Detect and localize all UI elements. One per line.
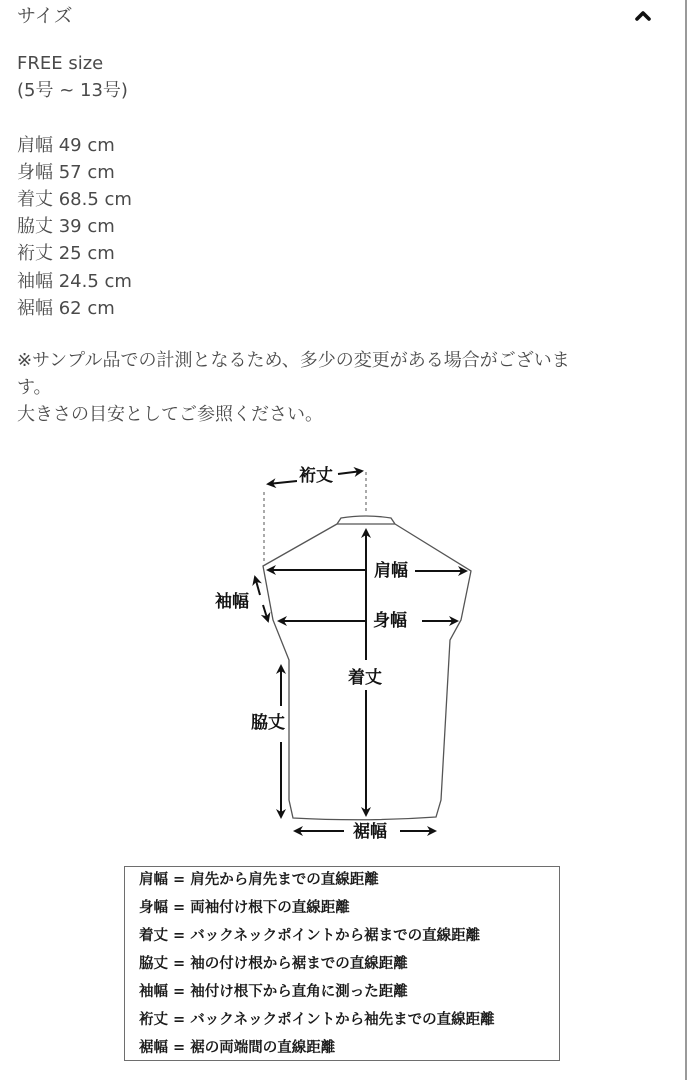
size-range: (5号 ~ 13号) xyxy=(17,80,128,102)
measurement-body-width: 身幅 57 cm xyxy=(17,161,115,183)
diagram-label-kitake: 着丈 xyxy=(348,668,382,688)
note-line-1: ※サンプル品での計測となるため、多少の変更がある場合がございま xyxy=(17,350,570,371)
size-section-header[interactable] xyxy=(0,0,685,34)
note-line-2: す。 xyxy=(17,377,52,399)
measurement-shoulder-width: 肩幅 49 cm xyxy=(17,134,115,156)
measurement-sleeve-width: 袖幅 24.5 cm xyxy=(17,270,132,292)
note-line-3: 大きさの目安としてご参照ください。 xyxy=(17,404,323,426)
diagram-label-katahaba: 肩幅 xyxy=(374,561,408,581)
diagram-label-sodehaba: 袖幅 xyxy=(215,592,249,612)
legend-row-katahaba: 肩幅 = 肩先から肩先までの直線距離 xyxy=(139,872,379,888)
diagram-label-wakitake: 脇丈 xyxy=(251,713,285,733)
measurement-length: 着丈 68.5 cm xyxy=(17,188,132,210)
size-details xyxy=(17,50,657,322)
diagram-label-yukitake: 裄丈 xyxy=(299,466,333,486)
legend-row-kitake: 着丈 = バックネックポイントから裾までの直線距離 xyxy=(139,928,481,944)
measurement-hem-width: 裾幅 62 cm xyxy=(17,297,115,319)
legend-row-wakitake: 脇丈 = 袖の付け根から裾までの直線距離 xyxy=(139,956,408,972)
legend-row-mihaba: 身幅 = 両袖付け根下の直線距離 xyxy=(139,900,350,916)
legend-row-sodehaba: 袖幅 = 袖付け根下から直角に測った距離 xyxy=(139,984,408,1000)
chevron-up-icon[interactable] xyxy=(634,8,652,22)
diagram-label-susohaba: 裾幅 xyxy=(353,822,387,842)
measurement-legend xyxy=(124,866,560,1061)
legend-row-susohaba: 裾幅 = 裾の両端間の直線距離 xyxy=(139,1040,336,1056)
measurement-sleeve-length: 裄丈 25 cm xyxy=(17,243,115,265)
section-title: サイズ xyxy=(17,5,73,27)
legend-row-yukitake: 裄丈 = バックネックポイントから袖先までの直線距離 xyxy=(139,1012,495,1028)
measurement-note xyxy=(17,347,657,429)
diagram-label-mihaba: 身幅 xyxy=(373,611,407,631)
measurement-side-length: 脇丈 39 cm xyxy=(17,216,115,238)
size-label: FREE size xyxy=(17,53,104,74)
